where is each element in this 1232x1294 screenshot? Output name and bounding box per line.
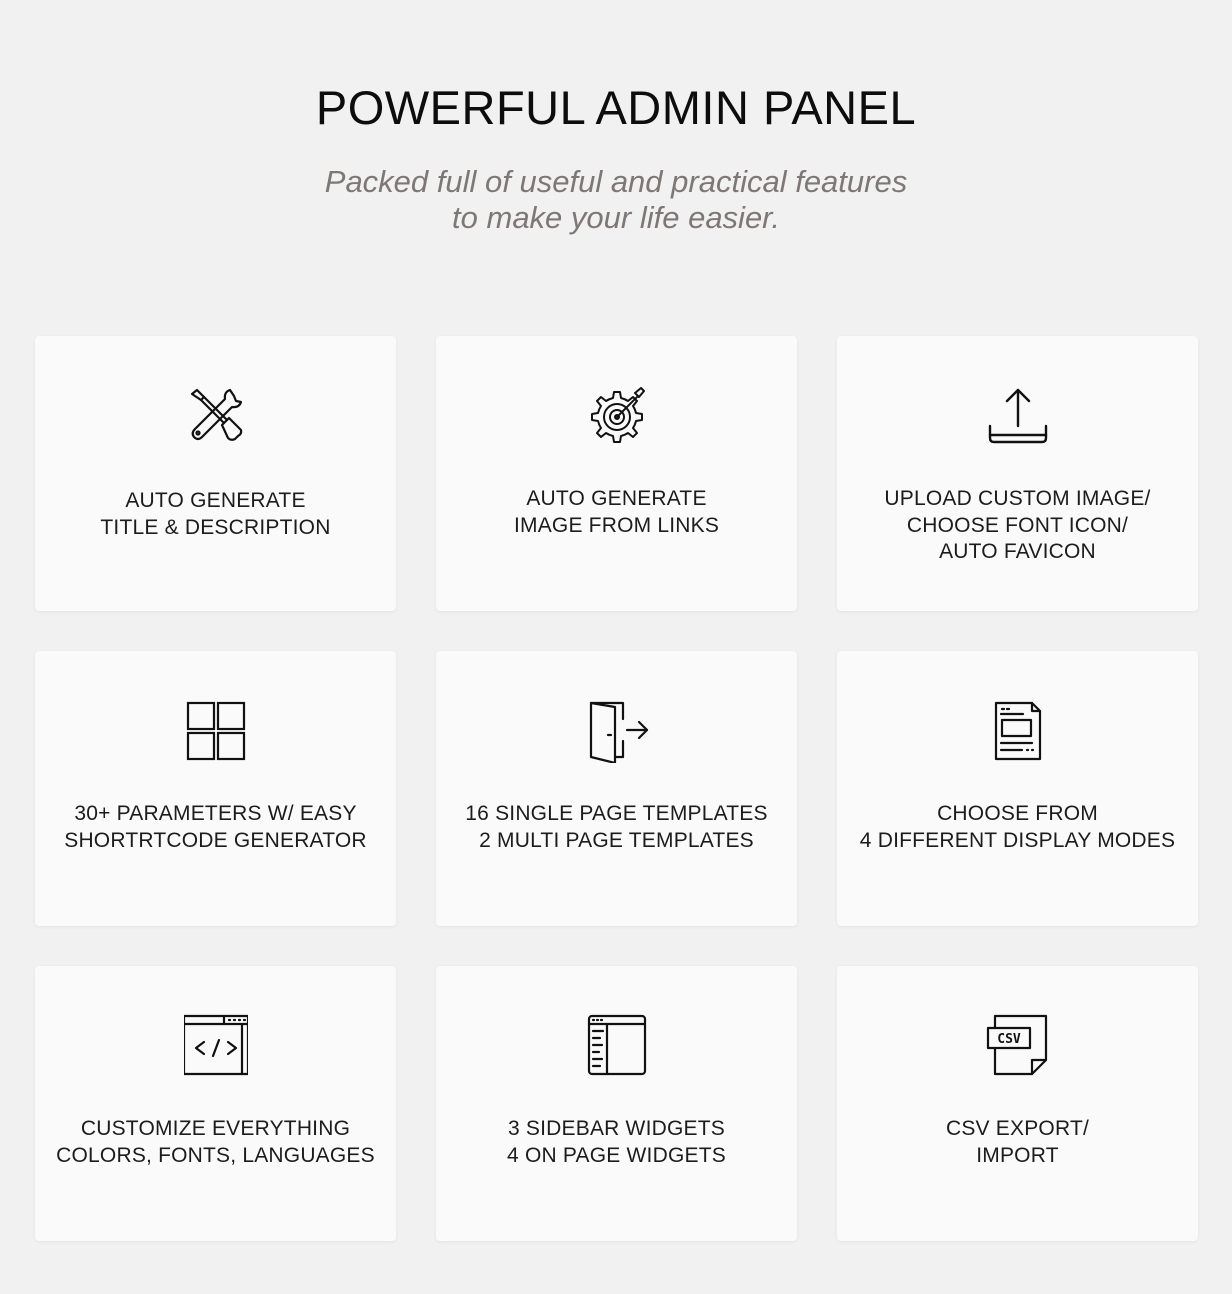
feature-label-line: 4 DIFFERENT DISPLAY MODES	[859, 828, 1176, 852]
feature-label-line: IMAGE FROM LINKS	[513, 513, 720, 537]
feature-grid	[35, 336, 1197, 1241]
grid-icon	[35, 699, 396, 763]
subtitle-line: Packed full of useful and practical features	[324, 164, 908, 199]
page-subtitle	[0, 164, 1232, 236]
door-exit-icon	[436, 699, 797, 763]
feature-label	[45, 488, 386, 541]
feature-label	[446, 486, 787, 539]
feature-label-line: TITLE & DESCRIPTION	[100, 515, 331, 539]
document-layout-icon	[837, 699, 1198, 763]
feature-label	[847, 801, 1188, 854]
feature-card-customize	[35, 966, 396, 1241]
feature-card-auto-title	[35, 336, 396, 611]
feature-label	[446, 801, 787, 854]
feature-label-line: AUTO FAVICON	[939, 540, 1096, 563]
feature-label-line: SHORTRTCODE GENERATOR	[64, 828, 367, 852]
feature-label-line: AUTO GENERATE	[125, 489, 306, 512]
feature-label-line: 30+ PARAMETERS W/ EASY	[74, 802, 357, 825]
subtitle-line: to make your life easier.	[452, 200, 780, 235]
feature-label	[847, 486, 1188, 566]
feature-label	[446, 1116, 787, 1169]
tools-icon	[35, 384, 396, 448]
feature-card-upload	[837, 336, 1198, 611]
feature-label-line: UPLOAD CUSTOM IMAGE/	[884, 487, 1151, 510]
feature-label-line: CUSTOMIZE EVERYTHING	[80, 1117, 351, 1140]
feature-card-display-modes	[837, 651, 1198, 926]
feature-label-line: AUTO GENERATE	[526, 487, 707, 510]
feature-label-line: CSV EXPORT/	[945, 1117, 1090, 1140]
code-window-icon	[35, 1014, 396, 1078]
feature-label-line: CHOOSE FONT ICON/	[906, 513, 1129, 537]
page-title: POWERFUL ADMIN PANEL	[315, 81, 917, 134]
feature-card-auto-image	[436, 336, 797, 611]
csv-file-icon	[837, 1014, 1198, 1078]
feature-label-line: 3 SIDEBAR WIDGETS	[508, 1117, 725, 1140]
feature-label	[45, 801, 386, 854]
feature-card-csv	[837, 966, 1198, 1241]
feature-label	[45, 1116, 386, 1169]
upload-icon	[837, 384, 1198, 448]
feature-card-parameters	[35, 651, 396, 926]
feature-label-line: CHOOSE FROM	[937, 802, 1098, 825]
feature-label-line: 16 SINGLE PAGE TEMPLATES	[465, 802, 768, 825]
sidebar-window-icon	[436, 1014, 797, 1078]
gear-target-icon	[436, 384, 797, 448]
feature-label-line: COLORS, FONTS, LANGUAGES	[56, 1143, 375, 1167]
feature-label-line: 4 ON PAGE WIDGETS	[507, 1143, 726, 1167]
feature-card-widgets	[436, 966, 797, 1241]
svg-text:CSV: CSV	[996, 1032, 1021, 1047]
feature-label	[847, 1116, 1188, 1169]
feature-label-line: IMPORT	[976, 1143, 1059, 1167]
feature-label-line: 2 MULTI PAGE TEMPLATES	[479, 828, 754, 852]
feature-card-templates	[436, 651, 797, 926]
